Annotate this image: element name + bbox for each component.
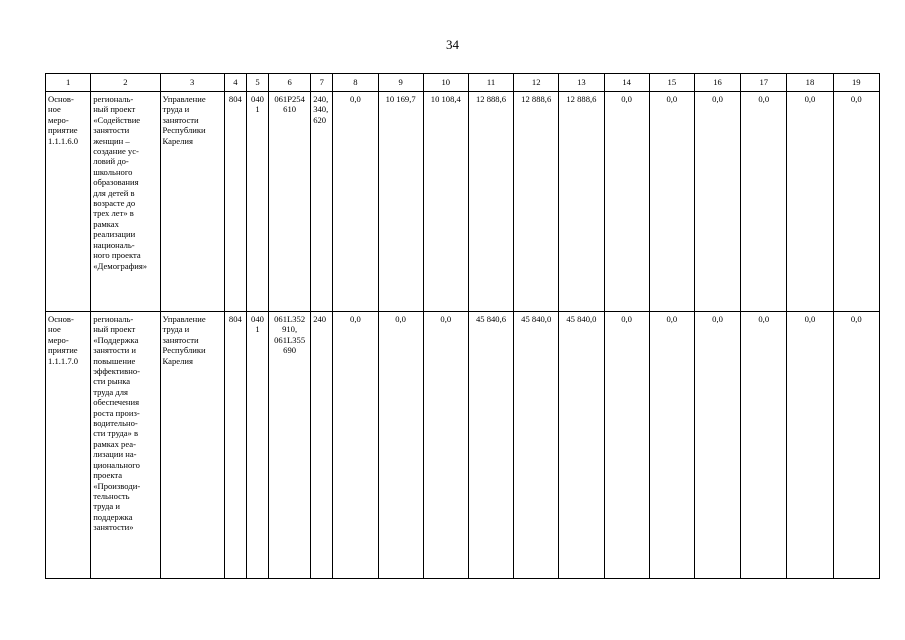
column-header: 3 — [160, 74, 224, 92]
value-cell: 0,0 — [787, 312, 833, 579]
section-code-cell: 0401 — [246, 92, 268, 312]
column-header: 9 — [378, 74, 423, 92]
column-header: 11 — [468, 74, 513, 92]
value-cell: 12 888,6 — [468, 92, 513, 312]
value-cell: 10 169,7 — [378, 92, 423, 312]
value-cell: 0,0 — [333, 312, 378, 579]
column-header: 1 — [46, 74, 91, 92]
section-code-cell: 0401 — [246, 312, 268, 579]
value-cell: 0,0 — [378, 312, 423, 579]
value-cell: 0,0 — [833, 312, 879, 579]
column-header: 14 — [604, 74, 649, 92]
executor-cell: Управление труда и занятости Республики Карелия — [160, 92, 224, 312]
value-cell: 10 108,4 — [423, 92, 468, 312]
header-row — [46, 74, 880, 92]
column-header: 8 — [333, 74, 378, 92]
value-cell: 45 840,6 — [468, 312, 513, 579]
column-header: 16 — [694, 74, 740, 92]
column-header: 5 — [246, 74, 268, 92]
column-header: 19 — [833, 74, 879, 92]
project-name-cell: региональ- ный проект «Содействие занятости женщин – создание ус- ловий до- школьного образования для детей в возрасте до трех лет» в рамках реализации националь- ного проекта «Демография» — [91, 92, 160, 312]
column-header: 13 — [559, 74, 604, 92]
column-header: 15 — [649, 74, 694, 92]
column-header: 10 — [423, 74, 468, 92]
value-cell: 45 840,0 — [559, 312, 604, 579]
target-article-cell: 061L352 910, 061L355 690 — [269, 312, 311, 579]
expense-type-cell: 240, 340, 620 — [311, 92, 333, 312]
column-header: 7 — [311, 74, 333, 92]
expense-type-cell: 240 — [311, 312, 333, 579]
executor-cell: Управление труда и занятости Республики Карелия — [160, 312, 224, 579]
value-cell: 0,0 — [833, 92, 879, 312]
value-cell: 0,0 — [741, 92, 787, 312]
value-cell: 0,0 — [787, 92, 833, 312]
value-cell: 0,0 — [604, 312, 649, 579]
value-cell: 0,0 — [694, 312, 740, 579]
value-cell: 0,0 — [604, 92, 649, 312]
column-header: 18 — [787, 74, 833, 92]
column-header: 6 — [269, 74, 311, 92]
value-cell: 0,0 — [333, 92, 378, 312]
grbs-code-cell: 804 — [224, 312, 246, 579]
value-cell: 0,0 — [694, 92, 740, 312]
column-header: 17 — [741, 74, 787, 92]
activity-code-cell: Основ- ное меро- приятие 1.1.1.7.0 — [46, 312, 91, 579]
project-name-cell: региональ- ный проект «Поддержка занятости и повышение эффективно- сти рынка труда для обеспечения роста произ- водительно- сти труда» в рамках реа- лизации на- ционального проекта «Производи- тельность труда и поддержка занятости» — [91, 312, 160, 579]
table-row — [46, 92, 880, 312]
column-header: 12 — [514, 74, 559, 92]
column-header: 4 — [224, 74, 246, 92]
table-row — [46, 312, 880, 579]
value-cell: 12 888,6 — [514, 92, 559, 312]
target-article-cell: 061P254 610 — [269, 92, 311, 312]
activity-code-cell: Основ- ное меро- приятие 1.1.1.6.0 — [46, 92, 91, 312]
value-cell: 0,0 — [649, 92, 694, 312]
grbs-code-cell: 804 — [224, 92, 246, 312]
value-cell: 45 840,0 — [514, 312, 559, 579]
page-number: 34 — [446, 37, 459, 52]
value-cell: 0,0 — [741, 312, 787, 579]
budget-table — [45, 73, 880, 579]
value-cell: 0,0 — [649, 312, 694, 579]
value-cell: 0,0 — [423, 312, 468, 579]
value-cell: 12 888,6 — [559, 92, 604, 312]
column-header: 2 — [91, 74, 160, 92]
